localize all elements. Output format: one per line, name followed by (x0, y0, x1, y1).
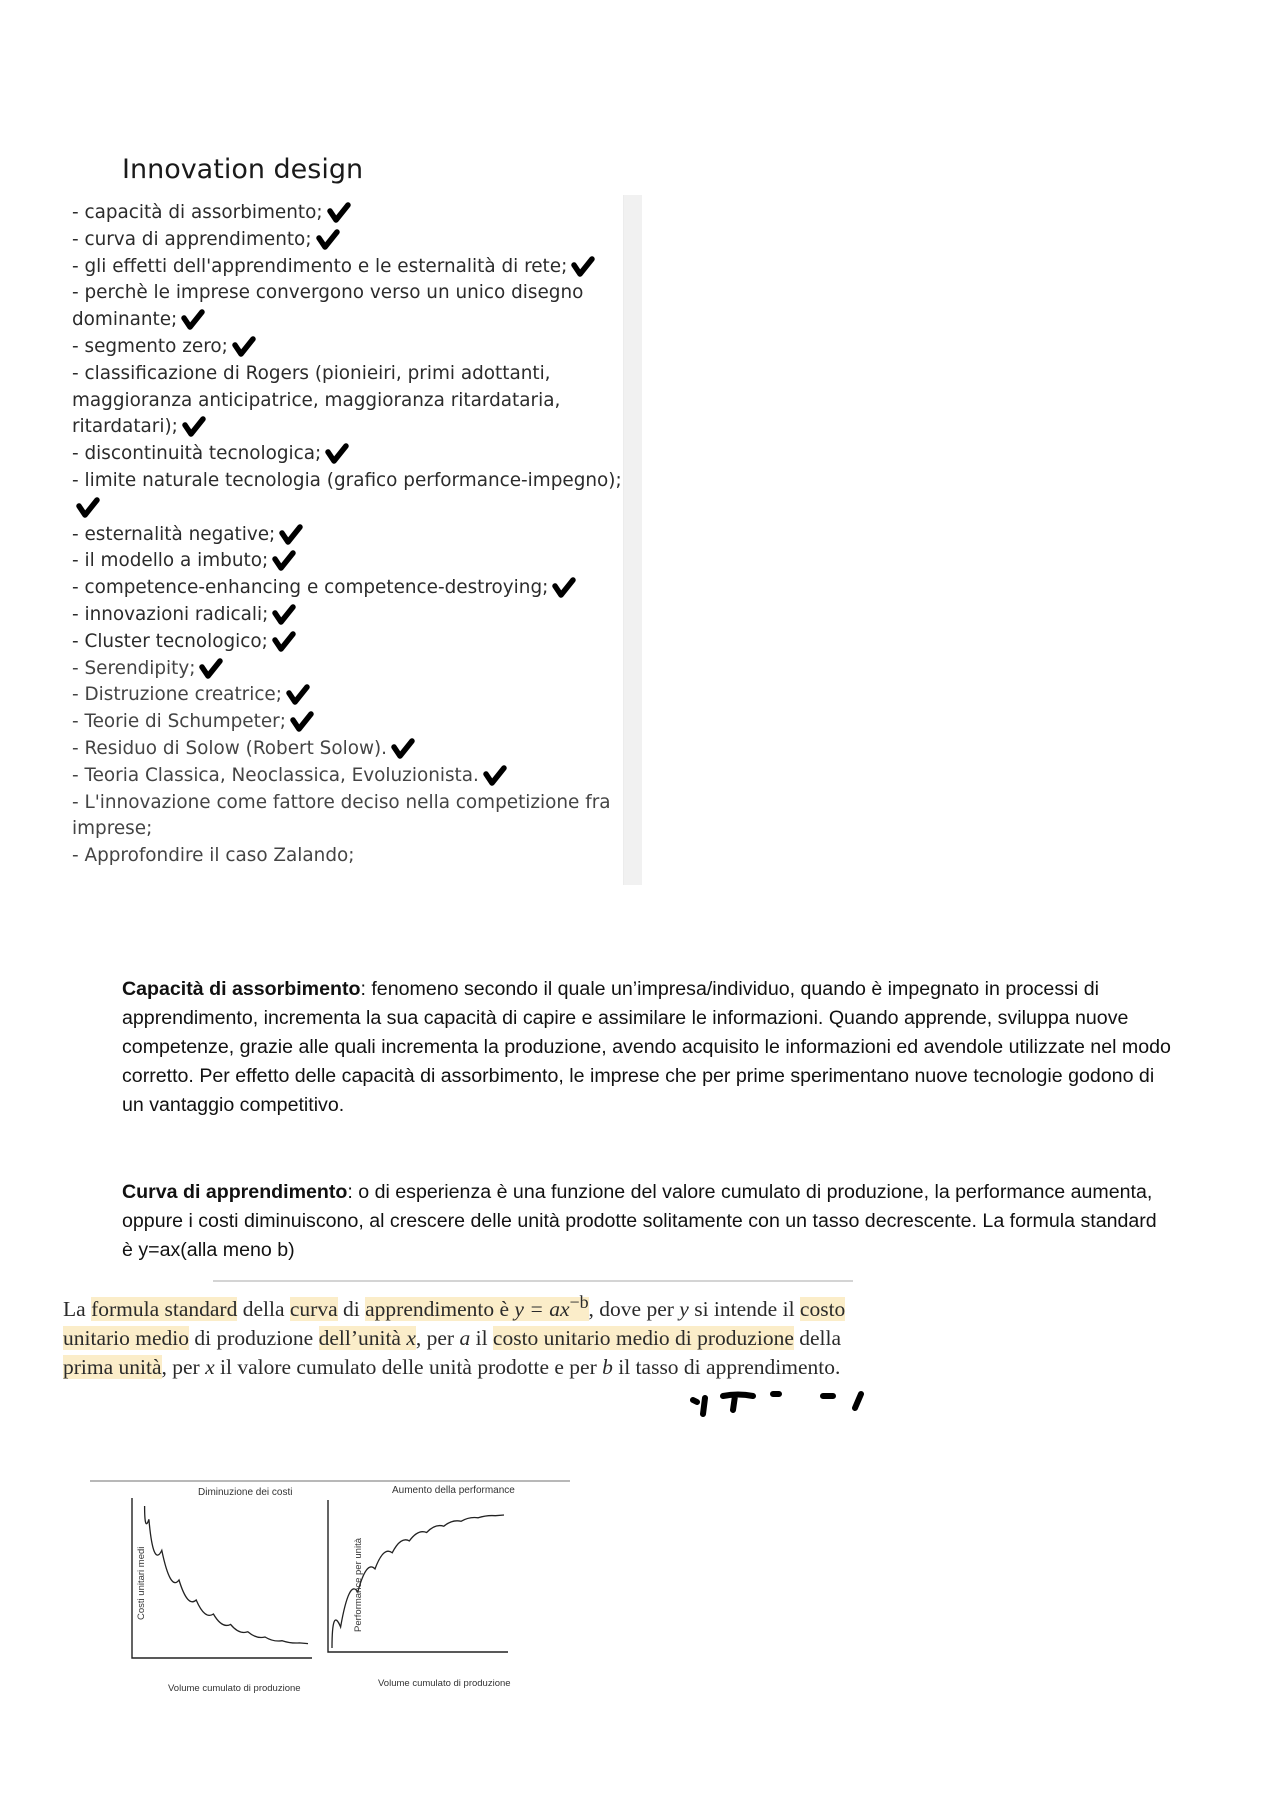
topic-label: - perchè le imprese convergono verso un unico disegno dominante; (72, 282, 590, 331)
checkmark-icon (272, 604, 296, 626)
definition-term: Capacità di assorbimento (122, 978, 361, 1000)
topic-label: - innovazioni radicali; (72, 603, 269, 625)
checkmark-icon (327, 202, 351, 224)
topic-label: - limite naturale tecnologia (grafico performance-impegno); (72, 469, 622, 491)
topic-item (72, 468, 627, 522)
checkmark-icon (571, 256, 595, 278)
chart-title: Aumento della performance (392, 1485, 515, 1496)
topic-item (72, 682, 627, 709)
topic-item (72, 254, 627, 281)
topic-item (72, 629, 627, 656)
topic-label: - capacità di assorbimento; (72, 202, 323, 223)
topic-item (72, 334, 627, 361)
charts-canvas (90, 1470, 580, 1700)
definitions (122, 975, 1172, 1265)
topic-item (72, 522, 627, 549)
topic-item (72, 361, 627, 441)
checkmark-icon (182, 416, 206, 438)
topic-label: - Distruzione creatrice; (72, 684, 282, 706)
topic-label: - segmento zero; (72, 335, 228, 357)
formula-excerpt-text: La formula standard della curva di apprendimento è $y = ax^{-b}$, dove per y si intende il costo unitario medio di produzione dell’unità x, per a il costo unitario medio di produzione della prima unità, per x il valore cumulato delle unità prodotte e per b il tasso di apprendimento. (63, 1292, 846, 1380)
topic-label: - curva di apprendimento; (72, 228, 312, 250)
checkmark-icon (272, 631, 296, 653)
checkmark-icon (290, 711, 314, 733)
topic-item (72, 441, 627, 468)
x-axis-label: Volume cumulato di produzione (168, 1683, 301, 1694)
checkmark-icon (325, 443, 349, 465)
chart-title: Diminuzione dei costi (198, 1487, 293, 1498)
checkmark-icon (279, 524, 303, 546)
topic-label: - il modello a imbuto; (72, 550, 269, 572)
checkmark-icon (316, 229, 340, 251)
topic-item (72, 790, 627, 844)
topic-item (72, 736, 627, 763)
topic-label: - discontinuità tecnologica; (72, 443, 322, 465)
topic-label: - Approfondire il caso Zalando; (72, 845, 355, 867)
checkmark-icon (76, 497, 100, 519)
topic-item (72, 709, 627, 736)
definition-body: : o di esperienza è una funzione del valore cumulato di produzione, la performance aumenta, oppure i costi diminuiscono, al crescere delle unità prodotte solitamente con un tasso decrescente. La formula standard è y=ax(alla meno b) (122, 1181, 1157, 1261)
page-title: Innovation design (122, 154, 364, 185)
topic-item (72, 575, 627, 602)
checkmark-icon (272, 550, 296, 572)
checkmark-icon (181, 309, 205, 331)
topic-label: - gli effetti dell'apprendimento e le esternalità di rete; (72, 255, 568, 277)
checkmark-icon (483, 765, 507, 787)
definition-term: Curva di apprendimento (122, 1181, 348, 1203)
x-axis-label: Volume cumulato di produzione (378, 1678, 511, 1689)
topic-label: - esternalità negative; (72, 523, 276, 545)
topic-item (72, 656, 627, 683)
topics-screenshot (64, 195, 642, 885)
formula-excerpt-image (63, 1280, 883, 1420)
topic-label: - classificazione di Rogers (pionieiri, primi adottanti, maggioranza anticipatrice, maggioranza ritardataria, ritardatari); (72, 362, 567, 438)
definition-absorption (122, 975, 1172, 1120)
topic-label: - L'innovazione come fattore deciso nella competizione fra imprese; (72, 791, 617, 840)
topic-item (72, 843, 627, 870)
series-line (145, 1506, 308, 1644)
checkmark-icon (286, 684, 310, 706)
definition-body: : fenomeno secondo il quale un’impresa/individuo, quando è impegnato in processi di apprendimento, incrementa la sua capacità di capire e assimilare le informazioni. Quando apprende, sviluppa nuove competenze, grazie alle quali incrementa la produzione, avendo acquisito le informazioni ed avendole utilizzate nel modo corretto. Per effetto delle capacità di assorbimento, le imprese che per prime sperimentano nuove tecnologie godono di un vantaggio competitivo. (122, 978, 1171, 1116)
checkmark-icon (232, 336, 256, 358)
topic-label: - Teoria Classica, Neoclassica, Evoluzionista. (72, 764, 479, 786)
topic-item (72, 200, 627, 227)
definition-learning-curve (122, 1178, 1172, 1265)
topic-item (72, 548, 627, 575)
y-axis-label: Costi unitari medi (136, 1546, 147, 1620)
handwritten-scribble (683, 1388, 883, 1418)
topic-item (72, 280, 627, 334)
scrollbar[interactable] (623, 195, 642, 885)
y-axis-label: Performance per unità (353, 1538, 364, 1632)
learning-curve-charts (90, 1470, 580, 1700)
topic-item (72, 227, 627, 254)
chart-axes (132, 1498, 312, 1658)
topic-list (72, 200, 627, 870)
topic-label: - competence-enhancing e competence-destroying; (72, 577, 549, 599)
topic-label: - Cluster tecnologico; (72, 630, 268, 652)
topic-item (72, 602, 627, 629)
topic-label: - Teorie di Schumpeter; (72, 711, 286, 733)
checkmark-icon (199, 658, 223, 680)
topic-label: - Serendipity; (72, 657, 196, 679)
checkmark-icon (391, 738, 415, 760)
topic-item (72, 763, 627, 790)
checkmark-icon (552, 577, 576, 599)
topic-label: - Residuo di Solow (Robert Solow). (72, 737, 388, 759)
